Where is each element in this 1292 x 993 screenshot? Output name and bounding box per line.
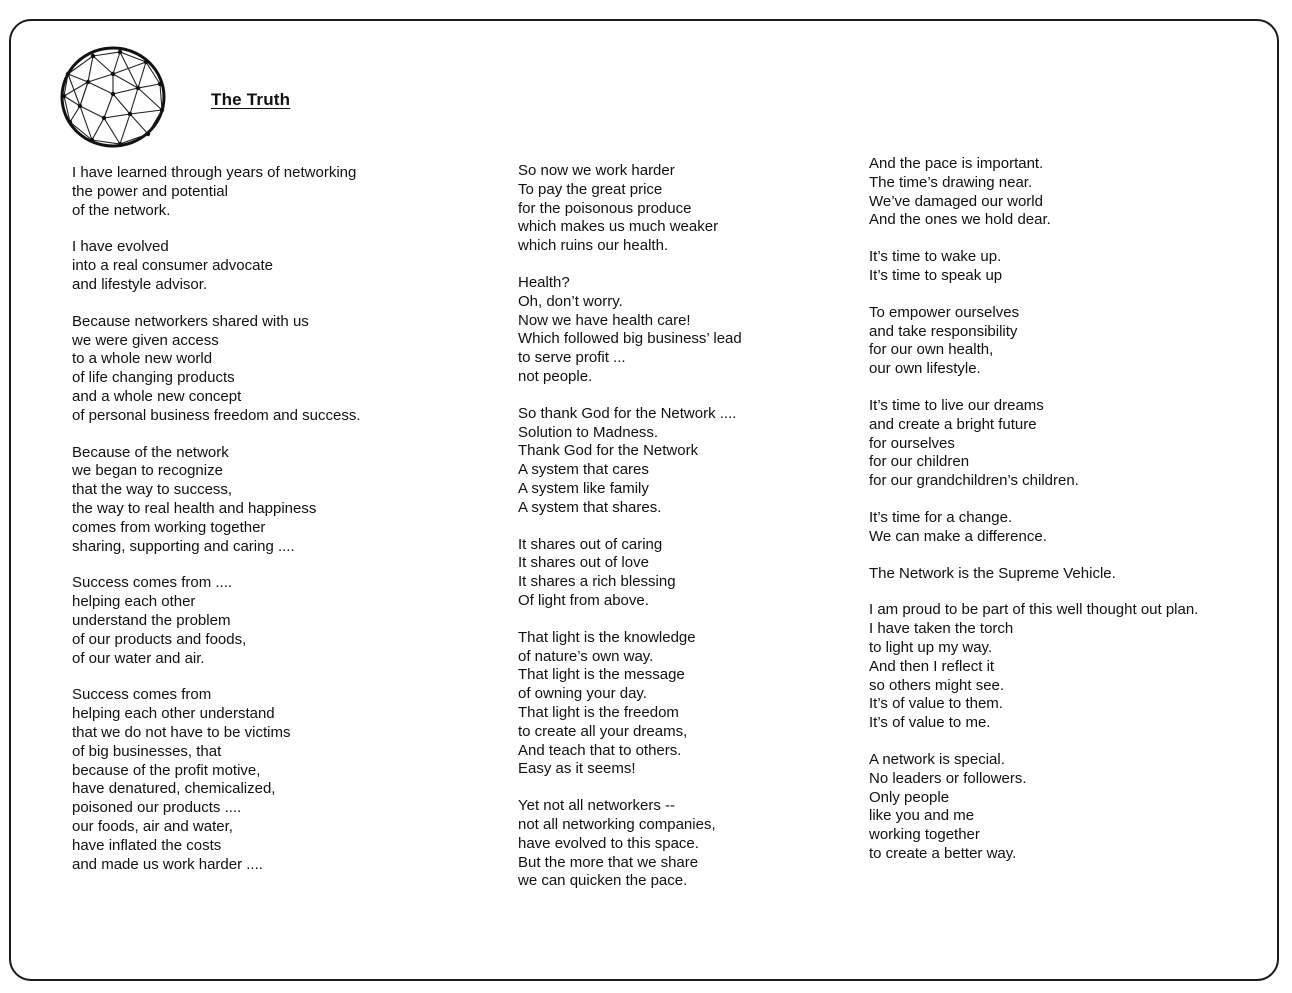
poem-line: We’ve damaged our world: [869, 192, 1043, 210]
poem-line: And the ones we hold dear.: [869, 211, 1051, 229]
poem-line: It’s time for a change.: [869, 508, 1013, 526]
poem-line: helping each other: [72, 593, 196, 611]
stanza: [869, 509, 1198, 547]
poem-line: It’s time to wake up.: [869, 248, 1002, 266]
poem-line: poisoned our products ....: [72, 799, 242, 817]
poem-line: It shares out of caring: [518, 535, 663, 553]
poem-line: It shares out of love: [518, 554, 649, 572]
stanza: [869, 565, 1198, 584]
poem-line: comes from working together: [72, 518, 266, 536]
poem-line: because of the profit motive,: [72, 761, 261, 779]
poem-line: for our children: [869, 453, 970, 471]
poem-line: Yet not all networkers --: [518, 797, 676, 815]
poem-line: of our water and air.: [72, 649, 205, 667]
poem-line: Because of the network: [72, 443, 229, 461]
poem-line: not all networking companies,: [518, 815, 716, 833]
poem-line: and made us work harder ....: [72, 855, 263, 873]
poem-line: have denatured, chemicalized,: [72, 780, 276, 798]
poem-line: of nature’s own way.: [518, 647, 654, 665]
poem-line: No leaders or followers.: [869, 769, 1027, 787]
poem-line: Only people: [869, 788, 950, 806]
poem-line: and create a bright future: [869, 415, 1037, 433]
stanza: [518, 629, 742, 779]
poem-line: So now we work harder: [518, 162, 675, 179]
stanza: [72, 686, 361, 874]
poem-line: And teach that to others.: [518, 741, 682, 759]
poem-line: and take responsibility: [869, 322, 1018, 340]
poem-line: Solution to Madness.: [518, 423, 659, 441]
poem-line: like you and me: [869, 807, 975, 825]
stanza: [518, 797, 742, 891]
poem-line: I have taken the torch: [869, 620, 1014, 638]
poem-line: But the more that we share: [518, 853, 699, 871]
poem-line: have evolved to this space.: [518, 834, 699, 852]
poem-line: to serve profit ...: [518, 349, 626, 367]
poem-line: for our grandchildren’s children.: [869, 472, 1079, 490]
poem-line: The time’s drawing near.: [869, 173, 1033, 191]
poem-line: sharing, supporting and caring ....: [72, 537, 295, 555]
poem-line: that we do not have to be victims: [72, 723, 291, 741]
poem-line: And then I reflect it: [869, 657, 995, 675]
poem-line: Success comes from: [72, 686, 212, 704]
poem-line: the way to real health and happiness: [72, 499, 317, 517]
poem-line: It’s of value to them.: [869, 695, 1003, 713]
poem-line: A system that shares.: [518, 498, 662, 516]
stanza: [518, 274, 742, 387]
network-globe-icon: [58, 44, 168, 150]
poem-line: I am proud to be part of this well thought out plan.: [869, 601, 1199, 619]
poem-line: our foods, air and water,: [72, 817, 233, 835]
poem-line: The Network is the Supreme Vehicle.: [869, 564, 1116, 582]
stanza: [72, 313, 361, 426]
stanza: [72, 444, 361, 557]
poem-line: That light is the message: [518, 666, 685, 684]
stanza: [518, 162, 742, 256]
poem-column-3: [869, 155, 1198, 882]
poem-line: We can make a difference.: [869, 527, 1047, 545]
poem-line: to light up my way.: [869, 638, 993, 656]
stanza: [869, 601, 1198, 733]
poem-line: working together: [869, 826, 980, 844]
poem-line: It’s of value to me.: [869, 714, 991, 732]
poem-line: And the pace is important.: [869, 155, 1044, 172]
poem-line: so others might see.: [869, 676, 1005, 694]
poem-line: It’s time to live our dreams: [869, 396, 1044, 414]
poem-line: So thank God for the Network ....: [518, 404, 737, 422]
poem-line: for the poisonous produce: [518, 199, 692, 217]
poem-line: Which followed big business’ lead: [518, 330, 742, 348]
poem-line: understand the problem: [72, 611, 231, 629]
poem-line: into a real consumer advocate: [72, 257, 273, 275]
poem-line: helping each other understand: [72, 705, 275, 723]
poem-line: to a whole new world: [72, 350, 213, 368]
poem-line: we began to recognize: [72, 462, 223, 480]
poem-line: Oh, don’t worry.: [518, 292, 623, 310]
poem-line: Of light from above.: [518, 591, 649, 609]
poem-line: have inflated the costs: [72, 836, 222, 854]
poem-line: It’s time to speak up: [869, 266, 1003, 284]
poem-line: our own lifestyle.: [869, 360, 981, 378]
poem-line: we were given access: [72, 331, 219, 349]
stanza: [869, 155, 1198, 230]
poem-line: and a whole new concept: [72, 387, 242, 405]
stanza: [869, 397, 1198, 491]
poem-line: To empower ourselves: [869, 303, 1020, 321]
stanza: [518, 405, 742, 518]
poem-line: I have evolved: [72, 238, 169, 256]
poem-column-1: [72, 164, 361, 892]
poem-line: of big businesses, that: [72, 742, 222, 760]
poem-line: That light is the knowledge: [518, 628, 696, 646]
poem-line: Thank God for the Network: [518, 442, 699, 460]
poem-line: Easy as it seems!: [518, 760, 636, 778]
poem-line: To pay the great price: [518, 180, 663, 198]
poem-line: to create all your dreams,: [518, 722, 688, 740]
stanza: [869, 304, 1198, 379]
poem-line: we can quicken the pace.: [518, 872, 688, 890]
poem-line: I have learned through years of networking: [72, 164, 357, 181]
stanza: [869, 751, 1198, 864]
poem-line: and lifestyle advisor.: [72, 275, 208, 293]
stanza: [72, 238, 361, 294]
poem-line: Success comes from ....: [72, 574, 233, 592]
poem-line: of personal business freedom and success.: [72, 406, 361, 424]
poem-line: to create a better way.: [869, 844, 1017, 862]
poem-line: which makes us much weaker: [518, 218, 719, 236]
poem-line: A network is special.: [869, 750, 1005, 768]
poem-line: for our own health,: [869, 341, 994, 359]
poem-column-2: [518, 162, 742, 909]
poem-line: Now we have health care!: [518, 311, 691, 329]
stanza: [72, 574, 361, 668]
poem-line: That light is the freedom: [518, 703, 679, 721]
poem-line: for ourselves: [869, 434, 955, 452]
stanza: [72, 164, 361, 220]
poem-line: the power and potential: [72, 182, 228, 200]
poem-line: Because networkers shared with us: [72, 312, 309, 330]
poem-line: that the way to success,: [72, 481, 233, 499]
poem-line: It shares a rich blessing: [518, 573, 676, 591]
stanza: [518, 536, 742, 611]
poem-line: of life changing products: [72, 369, 235, 387]
poem-line: A system like family: [518, 479, 649, 497]
poem-line: which ruins our health.: [518, 237, 669, 255]
poem-line: Health?: [518, 273, 570, 291]
poem-line: not people.: [518, 367, 593, 385]
poem-line: A system that cares: [518, 461, 649, 479]
poem-line: of our products and foods,: [72, 630, 247, 648]
stanza: [869, 248, 1198, 286]
poem-line: of the network.: [72, 201, 171, 219]
page-title: The Truth: [211, 90, 291, 109]
poem-line: of owning your day.: [518, 685, 647, 703]
